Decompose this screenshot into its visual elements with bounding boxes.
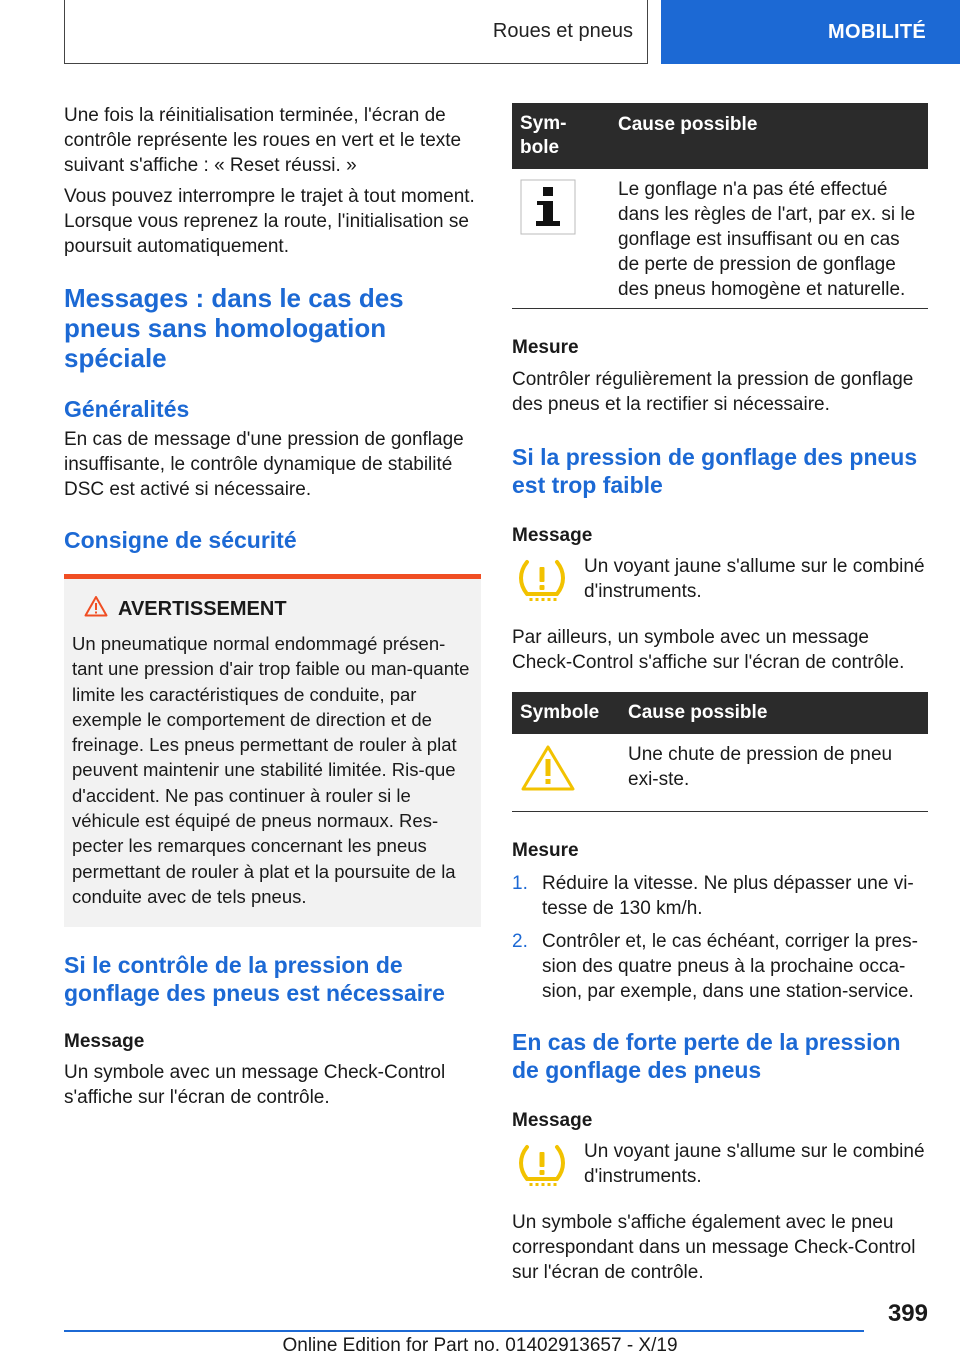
step-number: 1. <box>512 873 528 894</box>
footer-edition: Online Edition for Part no. 01402913657 - X/19 <box>282 1335 678 1356</box>
chapter-title: MOBILITÉ <box>828 20 926 43</box>
section-title: Roues et pneus <box>492 20 633 42</box>
table2-cause-cell: Une chute de pression de pneu exi-ste. <box>620 734 928 812</box>
header-section-tab <box>64 0 648 64</box>
yellow-light-text: Un voyant jaune s'allume sur le combiné d'instruments. <box>584 556 925 602</box>
yellow-light-row <box>512 554 928 607</box>
table1-header-cause: Cause possible <box>610 103 928 169</box>
final-paragraph: Un symbole s'affiche également avec le pneu correspondant dans un message Check-Control sur l'écran de contrôle. <box>512 1212 916 1283</box>
measure-label: Mesure <box>512 337 579 358</box>
check-paragraph: Un symbole avec un message Check-Control s'affiche sur l'écran de contrôle. <box>64 1062 446 1109</box>
heading-general: Généralités <box>64 396 190 422</box>
measure-steps-list <box>512 871 928 1004</box>
tire-pressure-warning-icon <box>512 1139 570 1192</box>
heading-safety: Consigne de sécurité <box>64 527 297 553</box>
yellow-light-row-2 <box>512 1139 928 1192</box>
measure-paragraph: Contrôler régulièrement la pression de gonflage des pneus et la rectifier si nécessaire. <box>512 369 914 415</box>
intro-paragraph-1: Une fois la réinitialisation terminée, l'écran de contrôle représente les roues en vert et le texte suivant s'affiche : « Reset réussi. » <box>64 105 462 176</box>
heading-check-needed: Si le contrôle de la pression de gonflage des pneus est nécessaire <box>64 952 445 1007</box>
table-row <box>512 169 928 309</box>
warning-header <box>72 595 475 623</box>
warning-triangle-icon <box>84 595 108 623</box>
header-chapter-tab <box>661 0 960 64</box>
symbol-table-1 <box>512 103 928 309</box>
list-item <box>512 871 928 921</box>
table-row <box>512 734 928 812</box>
list-item <box>512 929 928 1004</box>
message-label-3: Message <box>512 1110 593 1131</box>
left-column <box>64 103 481 1110</box>
info-icon <box>520 219 576 240</box>
warning-box <box>64 574 481 927</box>
warning-title: AVERTISSEMENT <box>118 597 287 620</box>
heading-strong-loss: En cas de forte perte de la pression de gonflage des pneus <box>512 1029 901 1083</box>
right-column <box>512 103 928 1285</box>
table2-header-cause: Cause possible <box>620 692 928 734</box>
footer-divider <box>64 1330 864 1332</box>
measure-label-2: Mesure <box>512 840 579 861</box>
general-paragraph: En cas de message d'une pression de gonflage insuffisante, le contrôle dynamique de stabilité DSC est activé si nécessaire. <box>64 429 464 500</box>
heading-pressure-low: Si la pression de gonflage des pneus est trop faible <box>512 444 918 498</box>
symbol-table-2 <box>512 692 928 812</box>
check-control-paragraph: Par ailleurs, un symbole avec un message Check-Control s'affiche sur l'écran de contrôle. <box>512 627 905 673</box>
heading-messages: Messages : dans le cas des pneus sans homologation spéciale <box>64 283 404 373</box>
table1-cause-cell: Le gonflage n'a pas été effectué dans les règles de l'art, par ex. si le gonflage est insuffisant ou en cas de perte de pression de gonflage des pneus homogène et naturelle. <box>610 169 928 309</box>
message-label-2: Message <box>512 525 593 546</box>
tire-pressure-warning-icon <box>512 554 570 607</box>
intro-paragraph-2: Vous pouvez interrompre le trajet à tout moment. Lorsque vous reprenez la route, l'initialisation se poursuit automatiquement. <box>64 186 475 257</box>
warning-text: Un pneumatique normal endommagé présen-tant une pression d'air trop faible ou man-quante limite les caractéristiques de conduite, par exemple le comportement de direction et de freinage. Les pneus permettant de rouler à plat peuvent maintenir une stabilité limitée. Ris-que d'accident. Ne pas continuer à rouler si le véhicule est équipé de pneus normaux. Res-pecter les remarques concernant les pneus permettant de rouler à plat et la poursuite de la conduite avec de tels pneus. <box>72 633 470 907</box>
step-text: Contrôler et, le cas échéant, corriger la pres-sion des quatre pneus à la prochaine occa-sion, par exemple, dans une station-service. <box>542 931 918 1002</box>
step-text: Réduire la vitesse. Ne plus dépasser une vi-tesse de 130 km/h. <box>542 873 914 919</box>
step-number: 2. <box>512 931 528 952</box>
table1-header-symbol: Sym-bole <box>512 103 610 169</box>
message-label: Message <box>64 1031 145 1053</box>
page-number: 399 <box>887 1300 928 1327</box>
warning-triangle-icon <box>520 776 576 797</box>
table2-header-symbol: Symbole <box>512 692 620 734</box>
yellow-light-text-2: Un voyant jaune s'allume sur le combiné d'instruments. <box>584 1141 925 1187</box>
